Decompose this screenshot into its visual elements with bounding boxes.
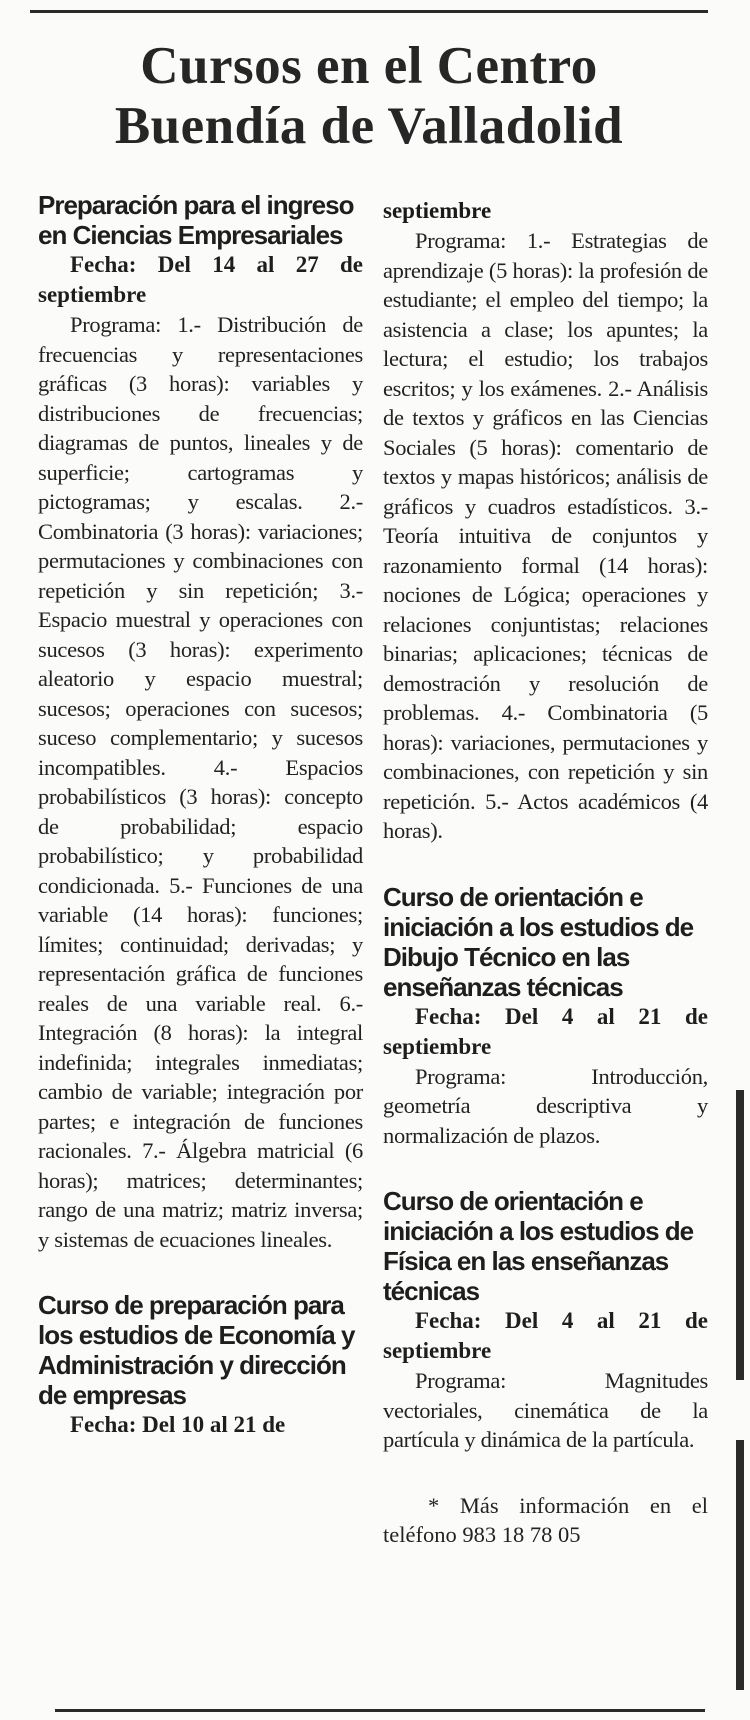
- top-rule: [30, 10, 708, 13]
- edge-mark: [736, 1090, 744, 1380]
- section-program: Programa: Magnitudes vectoriales, cinemática de la partícula y dinámica de la partícula.: [383, 1368, 708, 1452]
- section-program: Programa: 1.- Distribución de frecuencias y representaciones gráficas (3 horas): variables y distribuciones de frecuencias; diagramas de puntos, lineales y de superficie; cartogramas y pictogramas; y escalas. 2.- Combinatoria (3 horas): variaciones; permutaciones y combinaciones con repetición y sin repetición; 3.- Espacio muestral y operaciones con sucesos (3 horas): experimento aleatorio y espacio muestral; sucesos; operaciones con sucesos; suceso complementario; y sucesos incompatibles. 4.- Espacios probabilísticos (3 horas): concepto de probabilidad; espacio probabilístico; y probabilidad condicionada. 5.- Funciones de una variable (14 horas): funciones; límites; continuidad; derivadas; y representación gráfica de funciones reales de una variable real. 6.- Integración (8 horas): la integral indefinida; integrales inmediatas; cambio de variable; integración por partes; e integración de funciones racionales. 7.- Álgebra matricial (6 horas); matrices; determinantes; rango de una matriz; matriz inversa; y sistemas de ecuaciones lineales.: [38, 312, 363, 1252]
- section-date: Fecha: Del 4 al 21 de septiembre: [383, 1308, 708, 1363]
- section-title: Curso de orientación e iniciación a los estudios de Dibujo Técnico en las enseñanzas técnicas: [383, 881, 694, 1002]
- section-date: Fecha: Del 14 al 27 de septiembre: [38, 252, 363, 307]
- edge-mark: [736, 1440, 744, 1690]
- section-economia-administracion: [38, 1290, 363, 1440]
- section-date: Fecha: Del 10 al 21 de: [70, 1412, 286, 1437]
- section-dibujo-tecnico: [383, 882, 708, 1151]
- section-title: Curso de preparación para los estudios de Economía y Administración y dirección de empresas: [38, 1290, 355, 1410]
- info-note: * Más información en el teléfono 983 18 78 05: [383, 1492, 708, 1547]
- section-date: Fecha: Del 4 al 21 de septiembre: [383, 1003, 708, 1059]
- left-column: [38, 190, 363, 1440]
- section-date-continued: septiembre: [383, 198, 492, 223]
- headline-line-1: Cursos en el Centro: [140, 37, 598, 95]
- bottom-rule: [55, 1709, 705, 1712]
- section-ciencias-empresariales: [38, 190, 363, 1254]
- section-title: Curso de orientación e iniciación a los estudios de Física en las enseñanzas técnicas: [383, 1186, 694, 1306]
- section-program: Programa: Introducción, geometría descriptiva y normalización de plazos.: [383, 1063, 708, 1148]
- headline-line-2: Buendía de Valladolid: [114, 97, 624, 155]
- section-title: Preparación para el ingreso en Ciencias Empresariales: [38, 190, 354, 250]
- section-program: Programa: 1.- Estrategias de aprendizaje (5 horas): la profesión de estudiante; el empleo del tiempo; la asistencia a clase; los apuntes; la lectura; el estudio; los trabajos escritos; y los exámenes. 2.- Análisis de textos y gráficos en las Ciencias Sociales (5 horas): comentario de textos y mapas históricos; análisis de gráficos y cuadros estadísticos. 3.- Teoría intuitiva de conjuntos y razonamiento formal (14 horas): nociones de Lógica; operaciones y relaciones conjuntistas; relaciones binarias; aplicaciones; técnicas de demostración y resolución de problemas. 4.- Combinatoria (5 horas): variaciones, permutaciones y combinaciones, con repetición y sin repetición. 5.- Actos académicos (4 horas).: [383, 228, 708, 843]
- headline: [30, 36, 708, 156]
- right-column: [383, 196, 708, 1550]
- section-fisica: [383, 1186, 708, 1455]
